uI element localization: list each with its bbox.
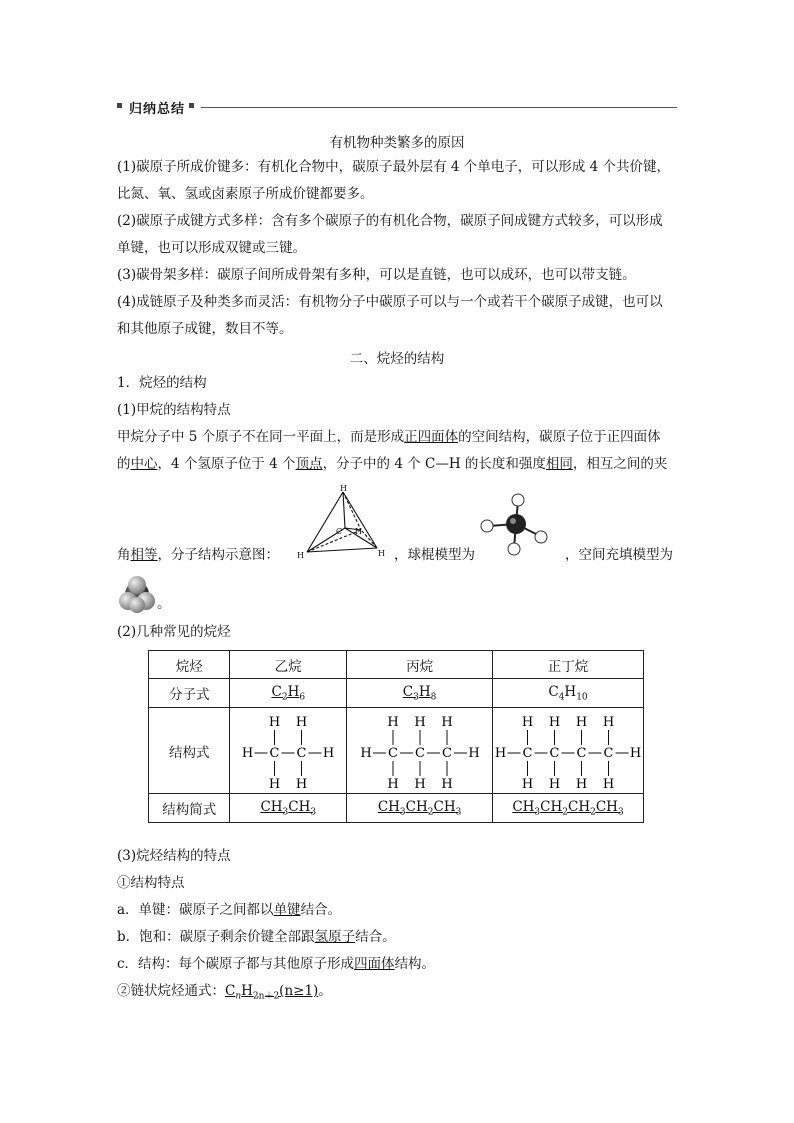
row-label: 结构简式 [149,794,230,823]
header-square-icon [189,103,194,108]
structure-cell [493,708,644,794]
condensed-cell: $CH_3CH_2CH_3$ [347,794,493,823]
condensed-cell: $CH_3CH_2CH_2CH_3$ [493,794,644,823]
atom-h-label: H [467,745,480,761]
general-formula-line: ②链状烷烃通式：$C_nH_{2n+2}(n\ge 1)$。 [117,983,332,1002]
formula-cell: $C_2H_6$ [230,679,347,708]
feature-line: c．结构：每个碳原子都与其他原子形成四面体结构。 [117,956,436,972]
ball-stick-model-image [478,492,550,558]
table-row [149,679,644,708]
heading: 1．烷烃的结构 [117,375,207,391]
atom-h-label: H [575,714,588,730]
methane-text-line: 角相等，分子结构示意图： [117,547,279,563]
structure-cell [347,708,493,794]
atom-h-label: H [548,776,561,789]
table-header-cell: 正丁烷 [493,651,644,679]
ethane-structural-formula [233,709,343,789]
atom-h-label: H [296,776,308,789]
section-tag: 归纳总结 [129,102,186,117]
atom-c-label: C [522,745,533,761]
atom-c-label: C [576,745,587,761]
section-title: 二、烷烃的结构 [349,351,445,367]
reason-line: 和其他原子成键，数目不等。 [117,321,293,337]
reason-line: (3)碳骨架多样：碳原子间所成骨架有多种，可以是直链，也可以成环，也可以带支链。 [117,267,636,283]
atom-h-label: H [602,776,615,789]
subheading: (2)几种常见的烷烃 [117,624,231,640]
propane-structural-formula [350,709,490,789]
atom-h-label: H [629,745,642,761]
atom-h-label: H [340,484,347,493]
subheading: ①结构特点 [117,875,185,891]
space-filling-model-image [117,575,157,615]
atom-h-label: H [386,776,399,789]
methane-text-line: ，球棍模型为 [394,547,475,563]
summary-title: 有机物种类繁多的原因 [329,135,465,151]
atom-h-label: H [440,714,453,730]
atom-c-label: C [441,745,452,761]
reason-line: (1)碳原子所成价键多：有机化合物中，碳原子最外层有 4 个单电子，可以形成 4 个共价键， [117,159,670,175]
atom-c-label: C [603,745,614,761]
methane-structure-diagram [295,482,395,562]
atom-h-label: H [355,527,362,536]
methane-text-line: ，空间充填模型为 [565,547,673,563]
formula-cell: $C_3H_8$ [347,679,493,708]
row-label: 结构式 [149,708,230,794]
reason-line: (4)成链原子及种类多而灵活：有机物分子中碳原子可以与一个或若干个碳原子成键，也可以 [117,294,663,310]
subheading: (3)烷烃结构的特点 [117,848,231,864]
atom-h-label: H [413,714,426,730]
atom-h-label: H [602,714,615,730]
atom-h-label: H [575,776,588,789]
atom-h-label: H [359,745,372,761]
atom-h-label: H [521,714,534,730]
structure-cell [230,708,347,794]
table-header-cell: 乙烷 [230,651,347,679]
subheading: (1)甲烷的结构特点 [117,402,231,418]
methane-text-line: 甲烷分子中 5 个原子不在同一平面上，而是形成正四面体的空间结构，碳原子位于正四面体 [117,429,661,445]
feature-line: a．单键：碳原子之间都以单键结合。 [117,902,342,918]
butane-structural-formula [493,709,643,789]
reason-line: 单键，也可以形成双键或三键。 [117,240,306,256]
atom-h-label: H [269,776,281,789]
atom-c-label: C [549,745,560,761]
atom-h-label: H [548,714,561,730]
atom-h-label: H [297,551,304,560]
table-header-cell: 丙烷 [347,651,493,679]
atom-h-label: H [440,776,453,789]
atom-h-label: H [242,745,254,761]
reason-line: (2)碳原子成键方式多样：含有多个碳原子的有机化合物，碳原子间成键方式较多，可以形成 [117,213,663,229]
table-row [149,794,644,823]
atom-c-label: C [414,745,425,761]
atom-h-label: H [521,776,534,789]
header-square-icon [117,103,122,108]
condensed-cell: $CH_3CH_3$ [230,794,347,823]
table-row [149,708,644,794]
section-header [117,98,677,116]
atom-h-label: H [494,745,507,761]
header-rule [201,107,677,108]
atom-h-label: H [296,714,308,730]
atom-h-label: H [378,549,385,558]
methane-text-line: 。 [157,596,171,612]
reason-line: 比氮、氧、氢或卤素原子所成价键都要多。 [117,186,374,202]
atom-c-label: C [336,527,343,536]
formula-cell: $C_4H_{10}$ [493,679,644,708]
table-header-row [149,651,644,679]
table-header-cell: 烷烃 [149,651,230,679]
atom-h-label: H [323,745,335,761]
atom-h-label: H [269,714,281,730]
feature-line: b．饱和：碳原子剩余价键全部跟氢原子结合。 [117,929,396,945]
atom-c-label: C [387,745,398,761]
alkane-table [148,650,644,823]
atom-h-label: H [413,776,426,789]
row-label: 分子式 [149,679,230,708]
methane-text-line: 的中心，4 个氢原子位于 4 个顶点，分子中的 4 个 C—H 的长度和强度相同，相互之间的夹 [117,456,668,472]
atom-c-label: C [269,745,280,761]
atom-c-label: C [296,745,307,761]
atom-h-label: H [386,714,399,730]
